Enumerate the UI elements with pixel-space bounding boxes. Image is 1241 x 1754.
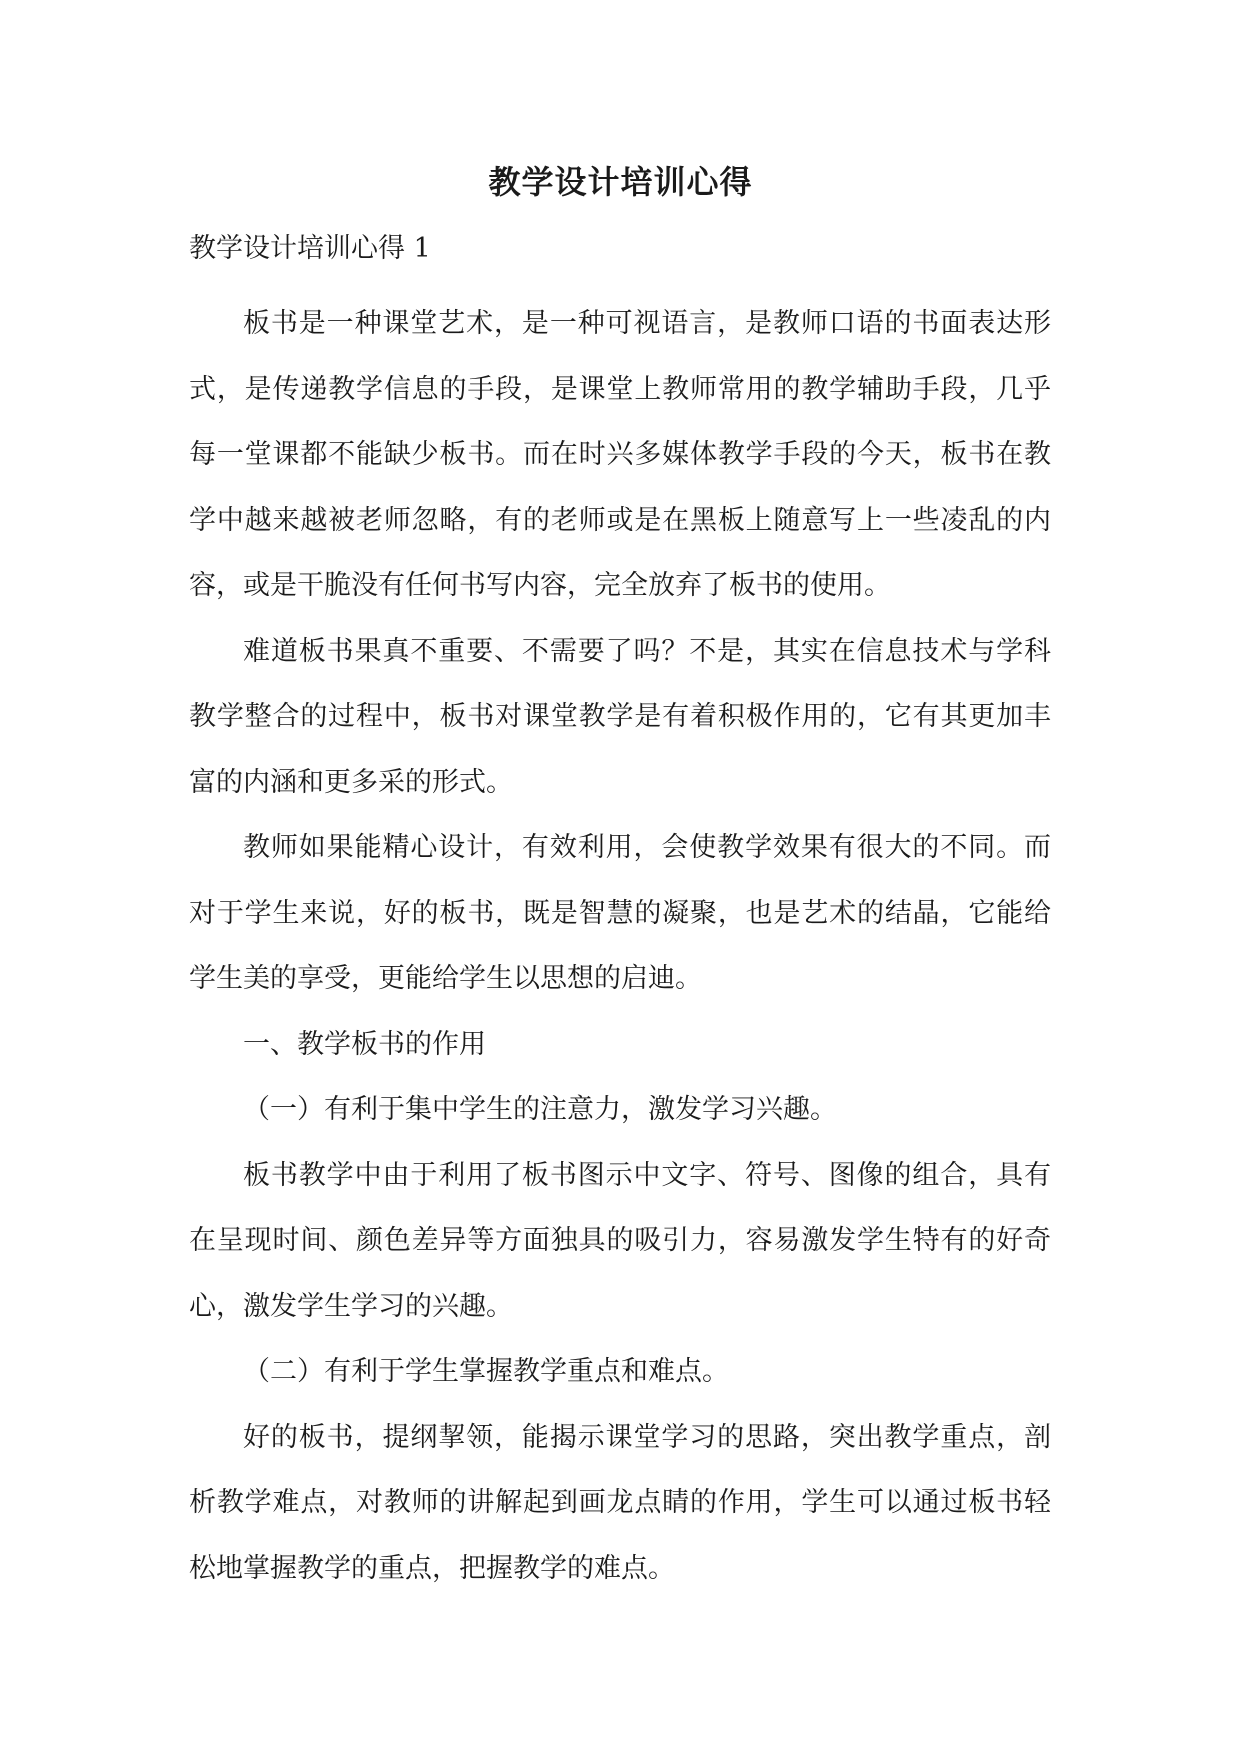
paragraph-3: 教师如果能精心设计，有效利用，会使教学效果有很大的不同。而对于学生来说，好的板书，既是智慧的凝聚，也是艺术的结晶，它能给学生美的享受，更能给学生以思想的启迪。 xyxy=(189,832,1051,994)
paragraph-2: 难道板书果真不重要、不需要了吗？不是，其实在信息技术与学科教学整合的过程中，板书对课堂教学是有着积极作用的，它有其更加丰富的内涵和更多采的形式。 xyxy=(189,635,1051,798)
document-subtitle: 教学设计培训心得 1 xyxy=(189,233,431,264)
paragraph-5: 好的板书，提纲挈领，能揭示课堂学习的思路，突出教学重点，剖析教学难点，对教师的讲解起到画龙点睛的作用，学生可以通过板书轻松地掌握教学的重点，把握教学的难点。 xyxy=(189,1421,1051,1584)
subsection-heading-1: （一）有利于集中学生的注意力，激发学习兴趣。 xyxy=(243,1094,837,1125)
paragraph-4: 板书教学中由于利用了板书图示中文字、符号、图像的组合，具有在呈现时间、颜色差异等方面独具的吸引力，容易激发学生特有的好奇心，激发学生学习的兴趣。 xyxy=(189,1159,1051,1322)
paragraph-1: 板书是一种课堂艺术，是一种可视语言，是教师口语的书面表达形式，是传递教学信息的手段，是课堂上教师常用的教学辅助手段，几乎每一堂课都不能缺少板书。而在时兴多媒体教学手段的今天，板书在教学中越来越被老师忽略，有的老师或是在黑板上随意写上一些凌乱的内容，或是干脆没有任何书写内容，完全放弃了板书的使用。 xyxy=(189,308,1051,601)
subsection-heading-2: （二）有利于学生掌握教学重点和难点。 xyxy=(243,1356,729,1387)
section-heading: 一、教学板书的作用 xyxy=(243,1028,486,1060)
document-body xyxy=(189,291,1051,1601)
document-title: 教学设计培训心得 xyxy=(488,163,753,201)
